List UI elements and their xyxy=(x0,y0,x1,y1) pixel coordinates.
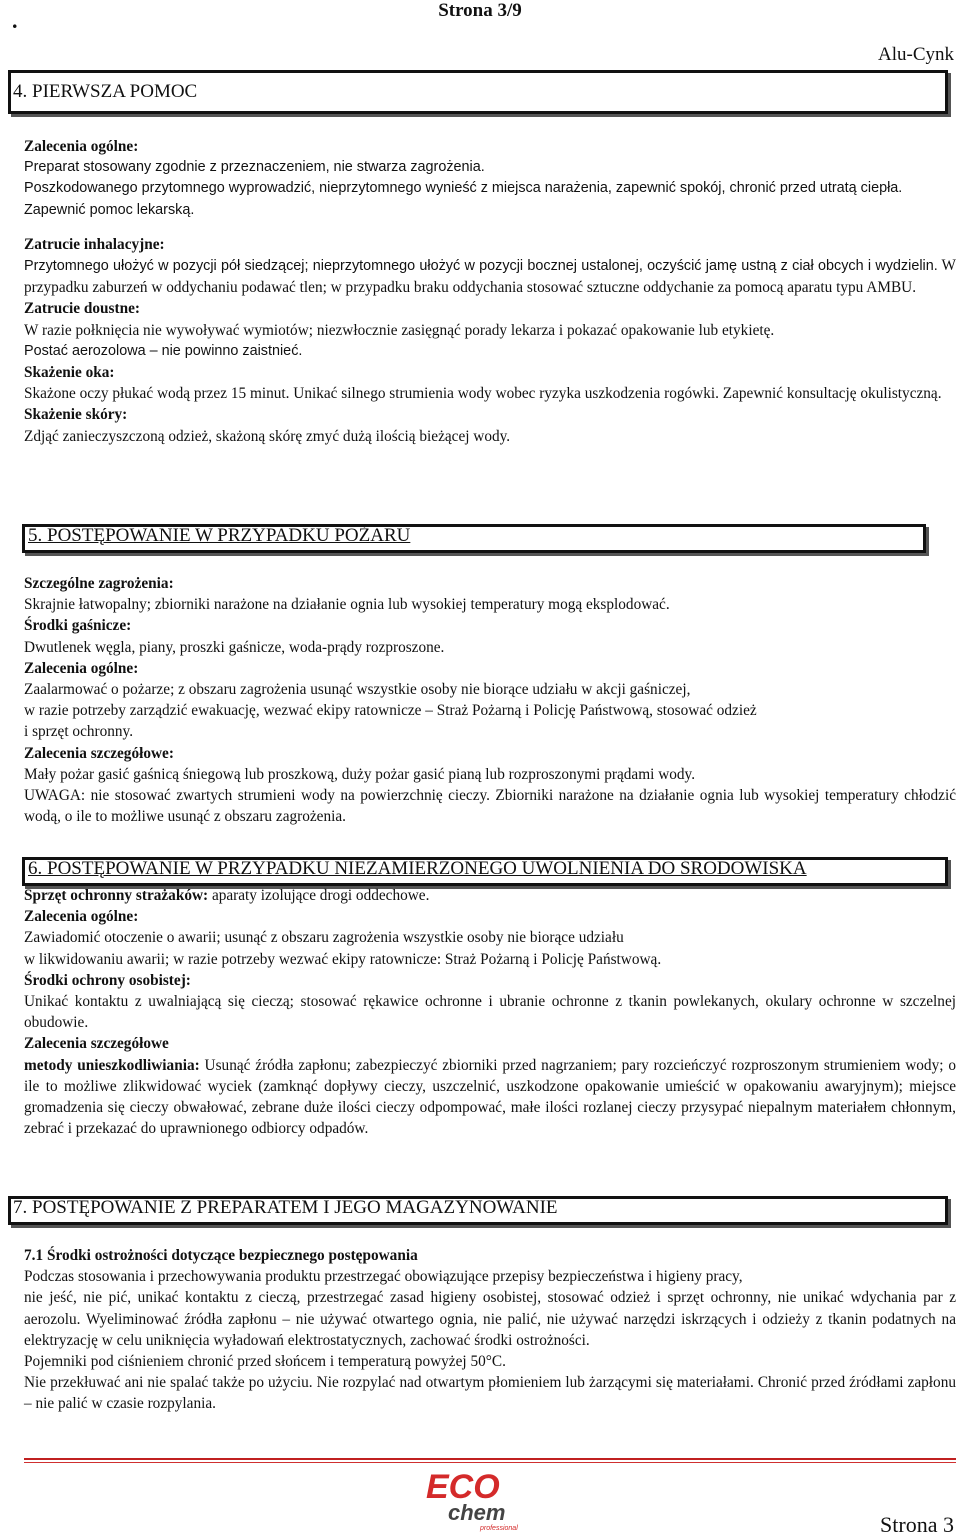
s5-general-line-1: Zaalarmować o pożarze; z obszaru zagrożenia usunąć wszystkie osoby nie biorące udziału w akcji gaśniczej, xyxy=(24,681,691,699)
section-6-title: 6. POSTĘPOWANIE W PRZYPADKU NIEZAMIERZONEGO UWOLNIENIA DO ŚRODOWISKA xyxy=(28,858,807,879)
s5-general-heading: Zalecenia ogólne: xyxy=(24,659,139,677)
s4-oral-line-1: W razie połknięcia nie wywoływać wymiotów; niezwłocznie zasięgnąć porady lekarza i pokazać opakowanie lub etykietę. xyxy=(24,321,775,339)
s6-detailed-heading: Zalecenia szczegółowe xyxy=(24,1035,169,1053)
s5-hazards-heading: Szczególne zagrożenia: xyxy=(24,575,174,592)
s4-skin-heading: Skażenie skóry: xyxy=(24,406,128,424)
s6-ppe-heading: Sprzęt ochronny strażaków: xyxy=(24,887,209,904)
logo-chem-text: chem xyxy=(448,1500,506,1525)
section-5-content xyxy=(24,573,956,827)
s4-inhalation-line-1: Przytomnego ułożyć w pozycji pół siedzącej; nieprzytomnego ułożyć w pozycji bocznej ustalonej, oczyścić jamę ustną z ciał obcych i wydzielin. xyxy=(24,258,938,275)
s4-eye-text: Skażone oczy płukać wodą przez 15 minut. Unikać silnego strumienia wody wobec ryzyka uszkodzenia rogówki. Zapewnić konsultację okulistyczną. xyxy=(24,385,942,403)
s6-ppe-text: aparaty izolujące drogi oddechowe. xyxy=(208,887,430,904)
s6-neutralize-text: Usunąć źródła zapłonu; zabezpieczyć zbiorniki przed nagrzaniem; pary rozcieńczyć rozproszonym strumieniem wody; o ile to możliwe zlikwidować wyciek (zamknąć dopływy cieczy, uszczelnić, uszkodzone opakowanie umieścić w opakowaniu awaryjnym); miejsce gromadzenia się cieczy obwałować, zebrane duże ilości cieczy odpompować, małe ilości rozlanej cieczy przysypać niepalnym materiałem chłonnym, zebrać i przekazać do uprawnionego odbiorcy odpadów. xyxy=(24,1056,956,1138)
s4-oral-line-2: Postać aerozolowa – nie powinno zaistnieć. xyxy=(24,342,303,359)
page-number-top: Strona 3/9 xyxy=(438,0,522,21)
s4-inhalation-heading: Zatrucie inhalacyjne: xyxy=(24,235,165,253)
page-number-bottom: Strona 3 xyxy=(880,1512,954,1537)
s5-extinguish-text: Dwutlenek węgla, piany, proszki gaśnicze, woda-prądy rozproszone. xyxy=(24,638,445,656)
section-5-title: 5. POSTĘPOWANIE W PRZYPADKU POŻARU xyxy=(28,525,411,546)
s6-ppe-line xyxy=(24,885,956,906)
s6-neutralize-paragraph xyxy=(24,1055,956,1140)
s5-hazards-text: Skrajnie łatwopalny; zbiorniki narażone na działanie ognia lub wysokiej temperatury mogą eksplodować. xyxy=(24,596,670,614)
s4-inhalation-line-2: W przypadku zaburzeń w oddychaniu podawać tlen; w przypadku braku oddychania stosować sztuczne oddychanie za pomocą aparatu typu AMBU. xyxy=(24,257,956,297)
s7-paragraph-1: Podczas stosowania i przechowywania produktu przestrzegać obowiązujące przepisy bezpieczeństwa i higieny pracy, xyxy=(24,1268,743,1286)
s7-paragraph-3: Pojemniki pod ciśnieniem chronić przed słońcem i temperaturą powyżej 50°C. xyxy=(24,1353,506,1371)
s6-personal-heading: Środki ochrony osobistej: xyxy=(24,971,191,989)
s6-general-line-1: Zawiadomić otoczenie o awarii; usunąć z obszaru zagrożenia wszystkie osoby nie biorące udziału xyxy=(24,929,624,947)
product-name: Alu-Cynk xyxy=(878,44,954,65)
s4-inhalation-text xyxy=(24,255,956,298)
section-7-title: 7. POSTĘPOWANIE Z PREPARATEM I JEGO MAGAZYNOWANIE xyxy=(13,1197,558,1218)
logo-eco-text: ECO xyxy=(426,1468,500,1506)
s6-general-line-2: w likwidowaniu awarii; w razie potrzeby wezwać ekipy ratownicze: Straż Pożarną i Policję Państwową. xyxy=(24,950,662,968)
s7-paragraph-2: nie jeść, nie pić, unikać kontaktu z cieczą, przestrzegać zasad higieny osobistej, stosować odzież i sprzęt ochronny, nie unikać wdychania par z aerozolu. Wyeliminować źródła zapłonu – nie używać otwartego ognia, nie palić, nie używać narzędzi iskrzących i odzieży z tkanin podatnych na elektryzację w celu uniknięcia wyładowań elektrostatycznych, zachować środki ostrożności. xyxy=(24,1289,956,1349)
s6-general-heading: Zalecenia ogólne: xyxy=(24,908,139,926)
ecochem-logo xyxy=(420,1468,530,1534)
section-7-content xyxy=(24,1245,956,1415)
s5-general-line-2: w razie potrzeby zarządzić ewakuację, wezwać ekipy ratownicze – Straż Pożarną i Policję Państwową, stosować odzież xyxy=(24,702,757,720)
footer-rule xyxy=(24,1458,956,1460)
footer-rule-thin xyxy=(24,1462,956,1463)
s5-extinguish-heading: Środki gaśnicze: xyxy=(24,617,132,635)
header-dot: . xyxy=(12,8,18,33)
s4-general-line-1: Preparat stosowany zgodnie z przeznaczeniem, nie stwarza zagrożenia. xyxy=(24,159,485,176)
section-6-content xyxy=(24,885,956,1139)
s5-detailed-line-2: UWAGA: nie stosować zwartych strumieni wody na powierzchnię cieczy. Zbiorniki narażone na działanie ognia lub wysokiej temperatury chłodzić wodą, o ile to możliwe usunąć z obszaru zagrożenia. xyxy=(24,787,956,826)
s5-general-line-3: i sprzęt ochronny. xyxy=(24,723,134,741)
s5-detailed-heading: Zalecenia szczegółowe: xyxy=(24,744,174,762)
s4-general-line-2: Poszkodowanego przytomnego wyprowadzić, nieprzytomnego wynieść z miejsca narażenia, zapewnić spokój, chronić przed utratą ciepła. Zapewnić pomoc lekarską. xyxy=(24,180,903,218)
s7-subsection-heading: 7.1 Środki ostrożności dotyczące bezpiecznego postępowania xyxy=(24,1247,418,1264)
section-4-title: 4. PIERWSZA POMOC xyxy=(13,81,198,102)
s4-skin-text: Zdjąć zanieczyszczoną odzież, skażoną skórę zmyć dużą ilością bieżącej wody. xyxy=(24,427,511,445)
s4-general-heading: Zalecenia ogólne: xyxy=(24,138,139,155)
s4-oral-heading: Zatrucie doustne: xyxy=(24,300,140,318)
s4-eye-heading: Skażenie oka: xyxy=(24,364,115,382)
s6-personal-text: Unikać kontaktu z uwalniającą się cieczą; stosować rękawice ochronne i ubranie ochronne z tkanin powlekanych, okulary ochronne w szczelnej obudowie. xyxy=(24,993,956,1032)
section-4-content xyxy=(24,136,956,447)
s7-paragraph-4: Nie przekłuwać ani nie spalać także po użyciu. Nie rozpylać nad otwartym płomieniem lub żarzącymi się materiałami. Chronić przed źródłami zapłonu – nie palić w czasie rozpylania. xyxy=(24,1374,956,1413)
s6-neutralize-heading: metody unieszkodliwiania: xyxy=(24,1056,200,1074)
s5-detailed-line-1: Mały pożar gasić gaśnicą śniegową lub proszkową, duży pożar gasić pianą lub rozproszonymi prądami wody. xyxy=(24,765,696,783)
logo-professional-text: professional xyxy=(480,1525,518,1532)
